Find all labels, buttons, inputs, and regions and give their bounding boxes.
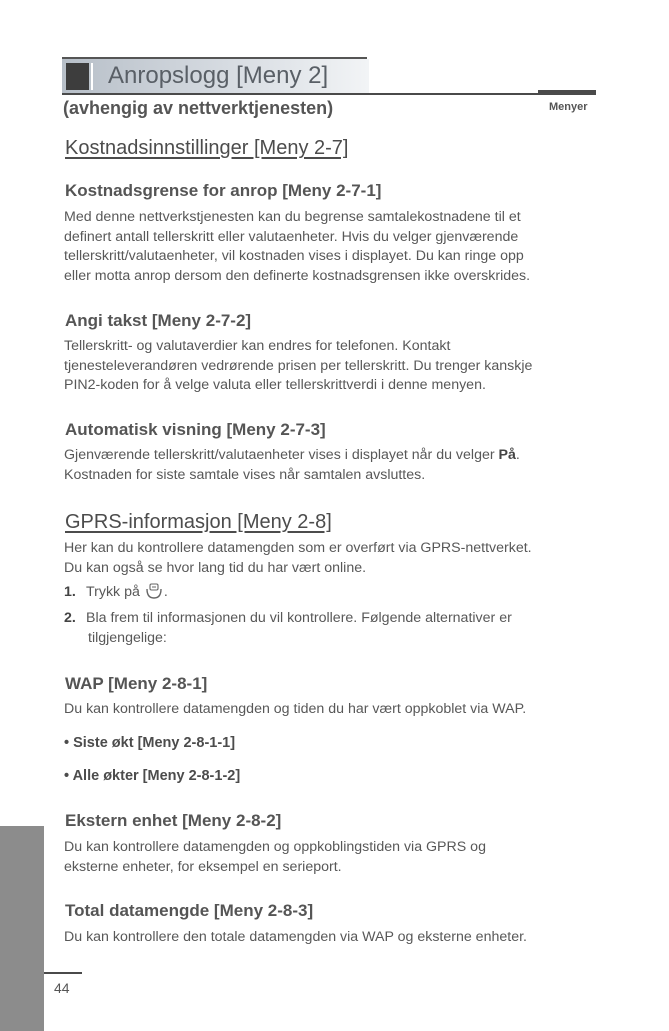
header-square-marker: [66, 63, 89, 90]
bullet-all-sessions: • Alle økter [Meny 2-8-1-2]: [64, 768, 241, 784]
step-1: [64, 582, 168, 607]
text-line: Med denne nettverkstjenesten kan du begrense samtalekostnadene til et: [64, 209, 521, 225]
step-2: [64, 609, 512, 648]
bullet-last-session: • Siste økt [Meny 2-8-1-1]: [64, 735, 236, 751]
paragraph-total-data: [64, 928, 604, 948]
menu-key-icon: [144, 582, 164, 607]
chapter-tag: Menyer: [549, 101, 588, 113]
step-text: Bla frem til informasjonen du vil kontrollere. Følgende alternativer er: [86, 610, 512, 626]
text-line: Kostnaden for siste samtale vises når samtalen avsluttes.: [64, 466, 426, 483]
option-on-label: På: [498, 447, 516, 463]
paragraph-auto-display: [64, 446, 604, 485]
text-line: eksterne enheter, for eksempel en serieport.: [64, 858, 342, 875]
subheading-cost-limit: Kostnadsgrense for anrop [Meny 2-7-1]: [65, 181, 382, 200]
subheading-rate: Angi takst [Meny 2-7-2]: [65, 311, 252, 330]
text-line: Du kan kontrollere datamengden og oppkoblingstiden via GPRS og: [64, 839, 486, 855]
page-title: Anropslogg [Meny 2]: [108, 62, 329, 89]
text-line: Her kan du kontrollere datamengden som er overført via GPRS-nettverket.: [64, 540, 532, 556]
step-text-continued: tilgjengelige:: [88, 629, 167, 646]
paragraph-external-device: [64, 838, 604, 877]
subheading-wap: WAP [Meny 2-8-1]: [65, 674, 208, 693]
section-heading-costs: Kostnadsinnstillinger [Meny 2-7]: [65, 137, 349, 159]
paragraph-rate: [64, 337, 604, 396]
paragraph-cost-limit: [64, 208, 604, 286]
step-text: Trykk på: [86, 584, 140, 600]
text-fragment: .: [515, 447, 520, 463]
page-number: 44: [54, 980, 70, 996]
subheading-external-device: Ekstern enhet [Meny 2-8-2]: [65, 811, 282, 830]
text-line: tellerskritt/valutaenheter, vil kostnaden vises i displayet. Du kan ringe opp: [64, 248, 524, 264]
text-line: [64, 446, 604, 466]
chapter-side-tab: [0, 826, 44, 1031]
text-line: eller motta anrop dersom den definerte kostnadsgrensen ikke overskrides.: [64, 267, 531, 284]
text-line: Du kan kontrollere datamengden og tiden du har vært oppkoblet via WAP.: [64, 701, 527, 717]
page-subtitle: (avhengig av nettverktjenesten): [63, 98, 334, 118]
text-line: PIN2-koden for å velge valuta eller tellerskrittverdi i denne menyen.: [64, 377, 486, 393]
header-rule: [62, 93, 596, 95]
paragraph-gprs-intro: [64, 539, 604, 578]
text-line: tjenesteleverandøren vedrørende prisen per tellerskritt. Du trenger kanskje: [64, 357, 533, 374]
header-rule-accent: [538, 90, 596, 95]
subheading-total-data: Total datamengde [Meny 2-8-3]: [65, 901, 314, 920]
step-number: 1.: [64, 584, 76, 600]
text-line: definert antall tellerskritt eller valutaenheter. Hvis du velger gjenværende: [64, 228, 519, 245]
subheading-auto-display: Automatisk visning [Meny 2-7-3]: [65, 420, 326, 439]
text-line: Tellerskritt- og valutaverdier kan endres for telefonen. Kontakt: [64, 338, 451, 354]
text-line: Du kan kontrollere den totale datamengden via WAP og eksterne enheter.: [64, 929, 527, 945]
step-number: 2.: [64, 610, 76, 626]
paragraph-wap: [64, 700, 604, 720]
header-separator: [91, 63, 93, 90]
text-line: Du kan også se hvor lang tid du har vært online.: [64, 559, 367, 576]
step-text-end: .: [163, 584, 168, 600]
footer-rule: [44, 972, 82, 974]
text-fragment: Gjenværende tellerskritt/valutaenheter vises i displayet når du velger: [64, 447, 499, 463]
section-heading-gprs: GPRS-informasjon [Meny 2-8]: [65, 511, 332, 533]
